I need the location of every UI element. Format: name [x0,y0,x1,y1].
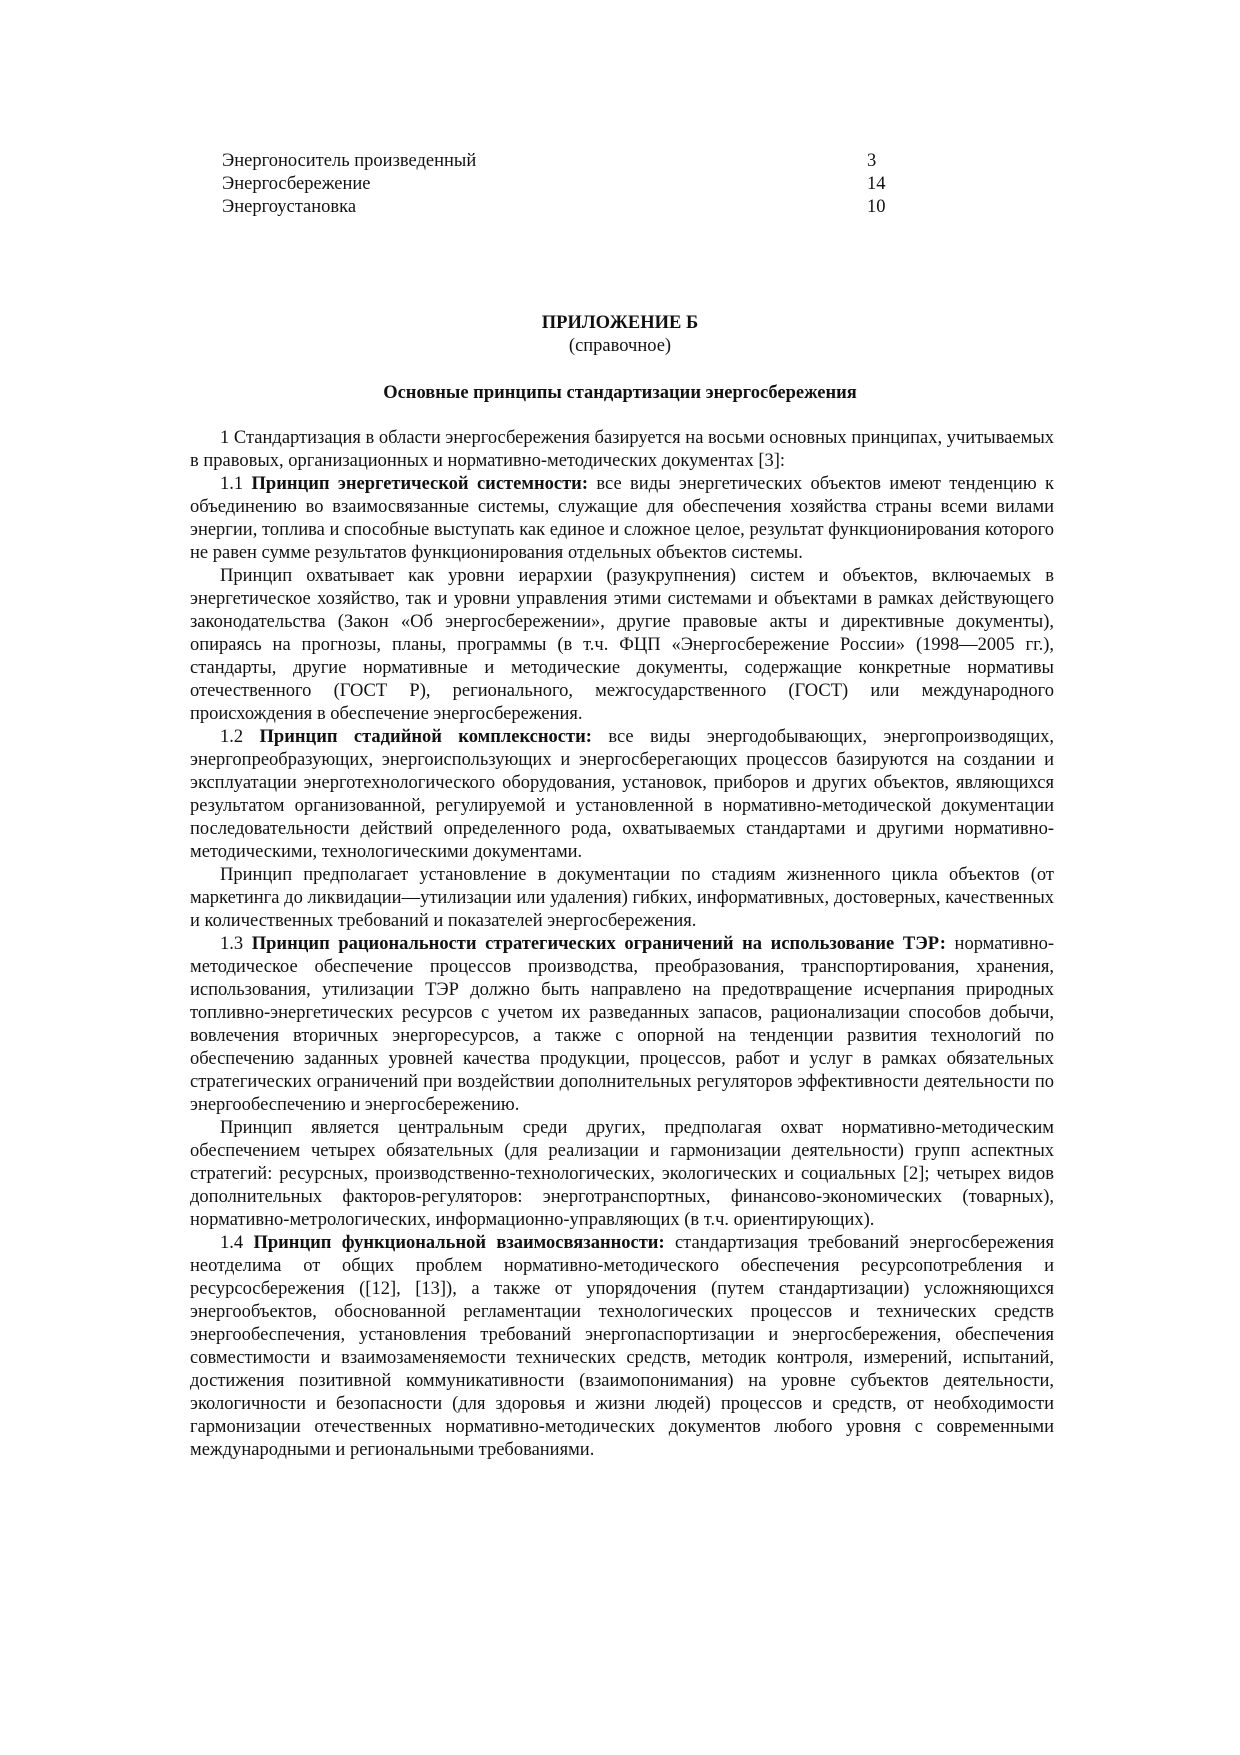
appendix-note: (справочное) [568,336,672,356]
paragraph-text: Принцип является центральным среди других, предполагая охват нормативно-методическим обеспечением четырех обязательных (для реализации и гармонизации деятельности) групп аспектных стратегий: ресурсных, производственно-технологических, экологических и социальных [2]; четырех видов дополнительных факторов-регуляторов: энерготранспортных, финансово-экономических (товарных), нормативно-метрологических, информационно-управляющих (в т.ч. ориентирующих). [190,1118,1054,1230]
document-body [190,427,1054,1462]
principle-paragraph [190,933,1054,1117]
index-list [222,150,902,219]
index-row [222,173,902,196]
principle-heading: Принцип рациональности стратегических ограничений на использование ТЭР: [251,934,946,954]
index-term: Энергоустановка [222,197,357,217]
index-page-number: 3 [867,151,877,171]
principle-paragraph [190,726,1054,864]
section-title: Основные принципы стандартизации энергосбережения [383,383,857,403]
principle-paragraph [190,473,1054,565]
index-row [222,196,902,219]
principle-heading: Принцип энергетической системности: [251,474,588,494]
principle-number: 1.1 [220,474,244,494]
index-page-number: 14 [867,174,886,194]
principle-number: 1.2 [220,727,244,747]
appendix-title: ПРИЛОЖЕНИЕ Б [541,313,699,333]
index-term: Энергоноситель произведенный [222,151,477,171]
paragraph-text: Принцип предполагает установление в документации по стадиям жизненного цикла объектов (от маркетинга до ликвидации—утилизации или удаления) гибких, информативных, достоверных, качественных и количественных требований и показателей энергосбережения. [190,865,1054,931]
index-page-number: 10 [867,197,886,217]
principle-heading: Принцип функциональной взаимосвязанности: [253,1233,665,1253]
index-term: Энергосбережение [222,174,371,194]
paragraph [190,565,1054,726]
paragraph [190,864,1054,933]
paragraph-text: 1 Стандартизация в области энергосбережения базируется на восьми основных принципах, учитываемых в правовых, организационных и нормативно-методических документах [3]: [190,428,1054,471]
paragraph-text: нормативно-методическое обеспечение процессов производства, преобразования, транспортирования, хранения, использования, утилизации ТЭР должно быть направлено на предотвращение исчерпания природных топливно-энергетических ресурсов с учетом их разведанных запасов, рационализации способов добычи, вовлечения вторичных энергоресурсов, а также с опорной на тенденции развития технологий по обеспечению заданных уровней качества продукции, процессов, работ и услуг в рамках обязательных стратегических ограничений при воздействии дополнительных регуляторов эффективности деятельности по энергообеспечению и энергосбережению. [190,934,1055,1115]
paragraph-text: все виды энергетических объектов имеют тенденцию к объединению во взаимосвязанные системы, служащие для обеспечения хозяйства страны всеми вилами энергии, топлива и способные выступать как единое и сложное целое, результат функционирования которого не равен сумме результатов функционирования отдельных объектов системы. [190,474,1055,563]
principle-number: 1.3 [220,934,244,954]
paragraph [190,1117,1054,1232]
paragraph-text: все виды энергодобывающих, энергопроизводящих, энергопреобразующих, энергоиспользующих и энергосберегающих процессов базируются на создании и эксплуатации энерготехнологического оборудования, установок, приборов и других объектов, являющихся результатом организованной, регулируемой и установленной в нормативно-методической документации последовательности действий определенного рода, охватываемых стандартами и другими нормативно-методическими, технологическими документами. [190,727,1055,862]
principle-paragraph [190,1232,1054,1462]
paragraph [190,427,1054,473]
principle-heading: Принцип стадийной комплексности: [259,727,592,747]
index-row [222,150,902,173]
paragraph-text: Принцип охватывает как уровни иерархии (разукрупнения) систем и объектов, включаемых в энергетическое хозяйство, так и уровни управления этими системами и объектами в рамках действующего законодательства (Закон «Об энергосбережении», другие правовые акты и директивные документы), опираясь на прогнозы, планы, программы (в т.ч. ФЦП «Энергосбережение России» (1998—2005 гг.), стандарты, другие нормативные и методические документы, содержащие конкретные нормативы отечественного (ГОСТ Р), регионального, межгосударственного (ГОСТ) или международного происхождения в обеспечение энергосбережения. [190,566,1054,724]
paragraph-text: стандартизация требований энергосбережения неотделима от общих проблем нормативно-методического обеспечения ресурсопотребления и ресурсосбережения ([12], [13]), а также от упорядочения (путем стандартизации) усложняющихся энергообъектов, обоснованной регламентации технологических процессов и технических средств энергообеспечения, установления требований энергопаспортизации и энергосбережения, обеспечения совместимости и взаимозаменяемости технических средств, методик контроля, измерений, испытаний, достижения позитивной коммуникативности (взаимопонимания) на уровне субъектов деятельности, экологичности и безопасности (для здоровья и жизни людей) процессов и средств, от необходимости гармонизации отечественных нормативно-методических документов любого уровня с современными международными и региональными требованиями. [190,1233,1055,1460]
principle-number: 1.4 [220,1233,244,1253]
